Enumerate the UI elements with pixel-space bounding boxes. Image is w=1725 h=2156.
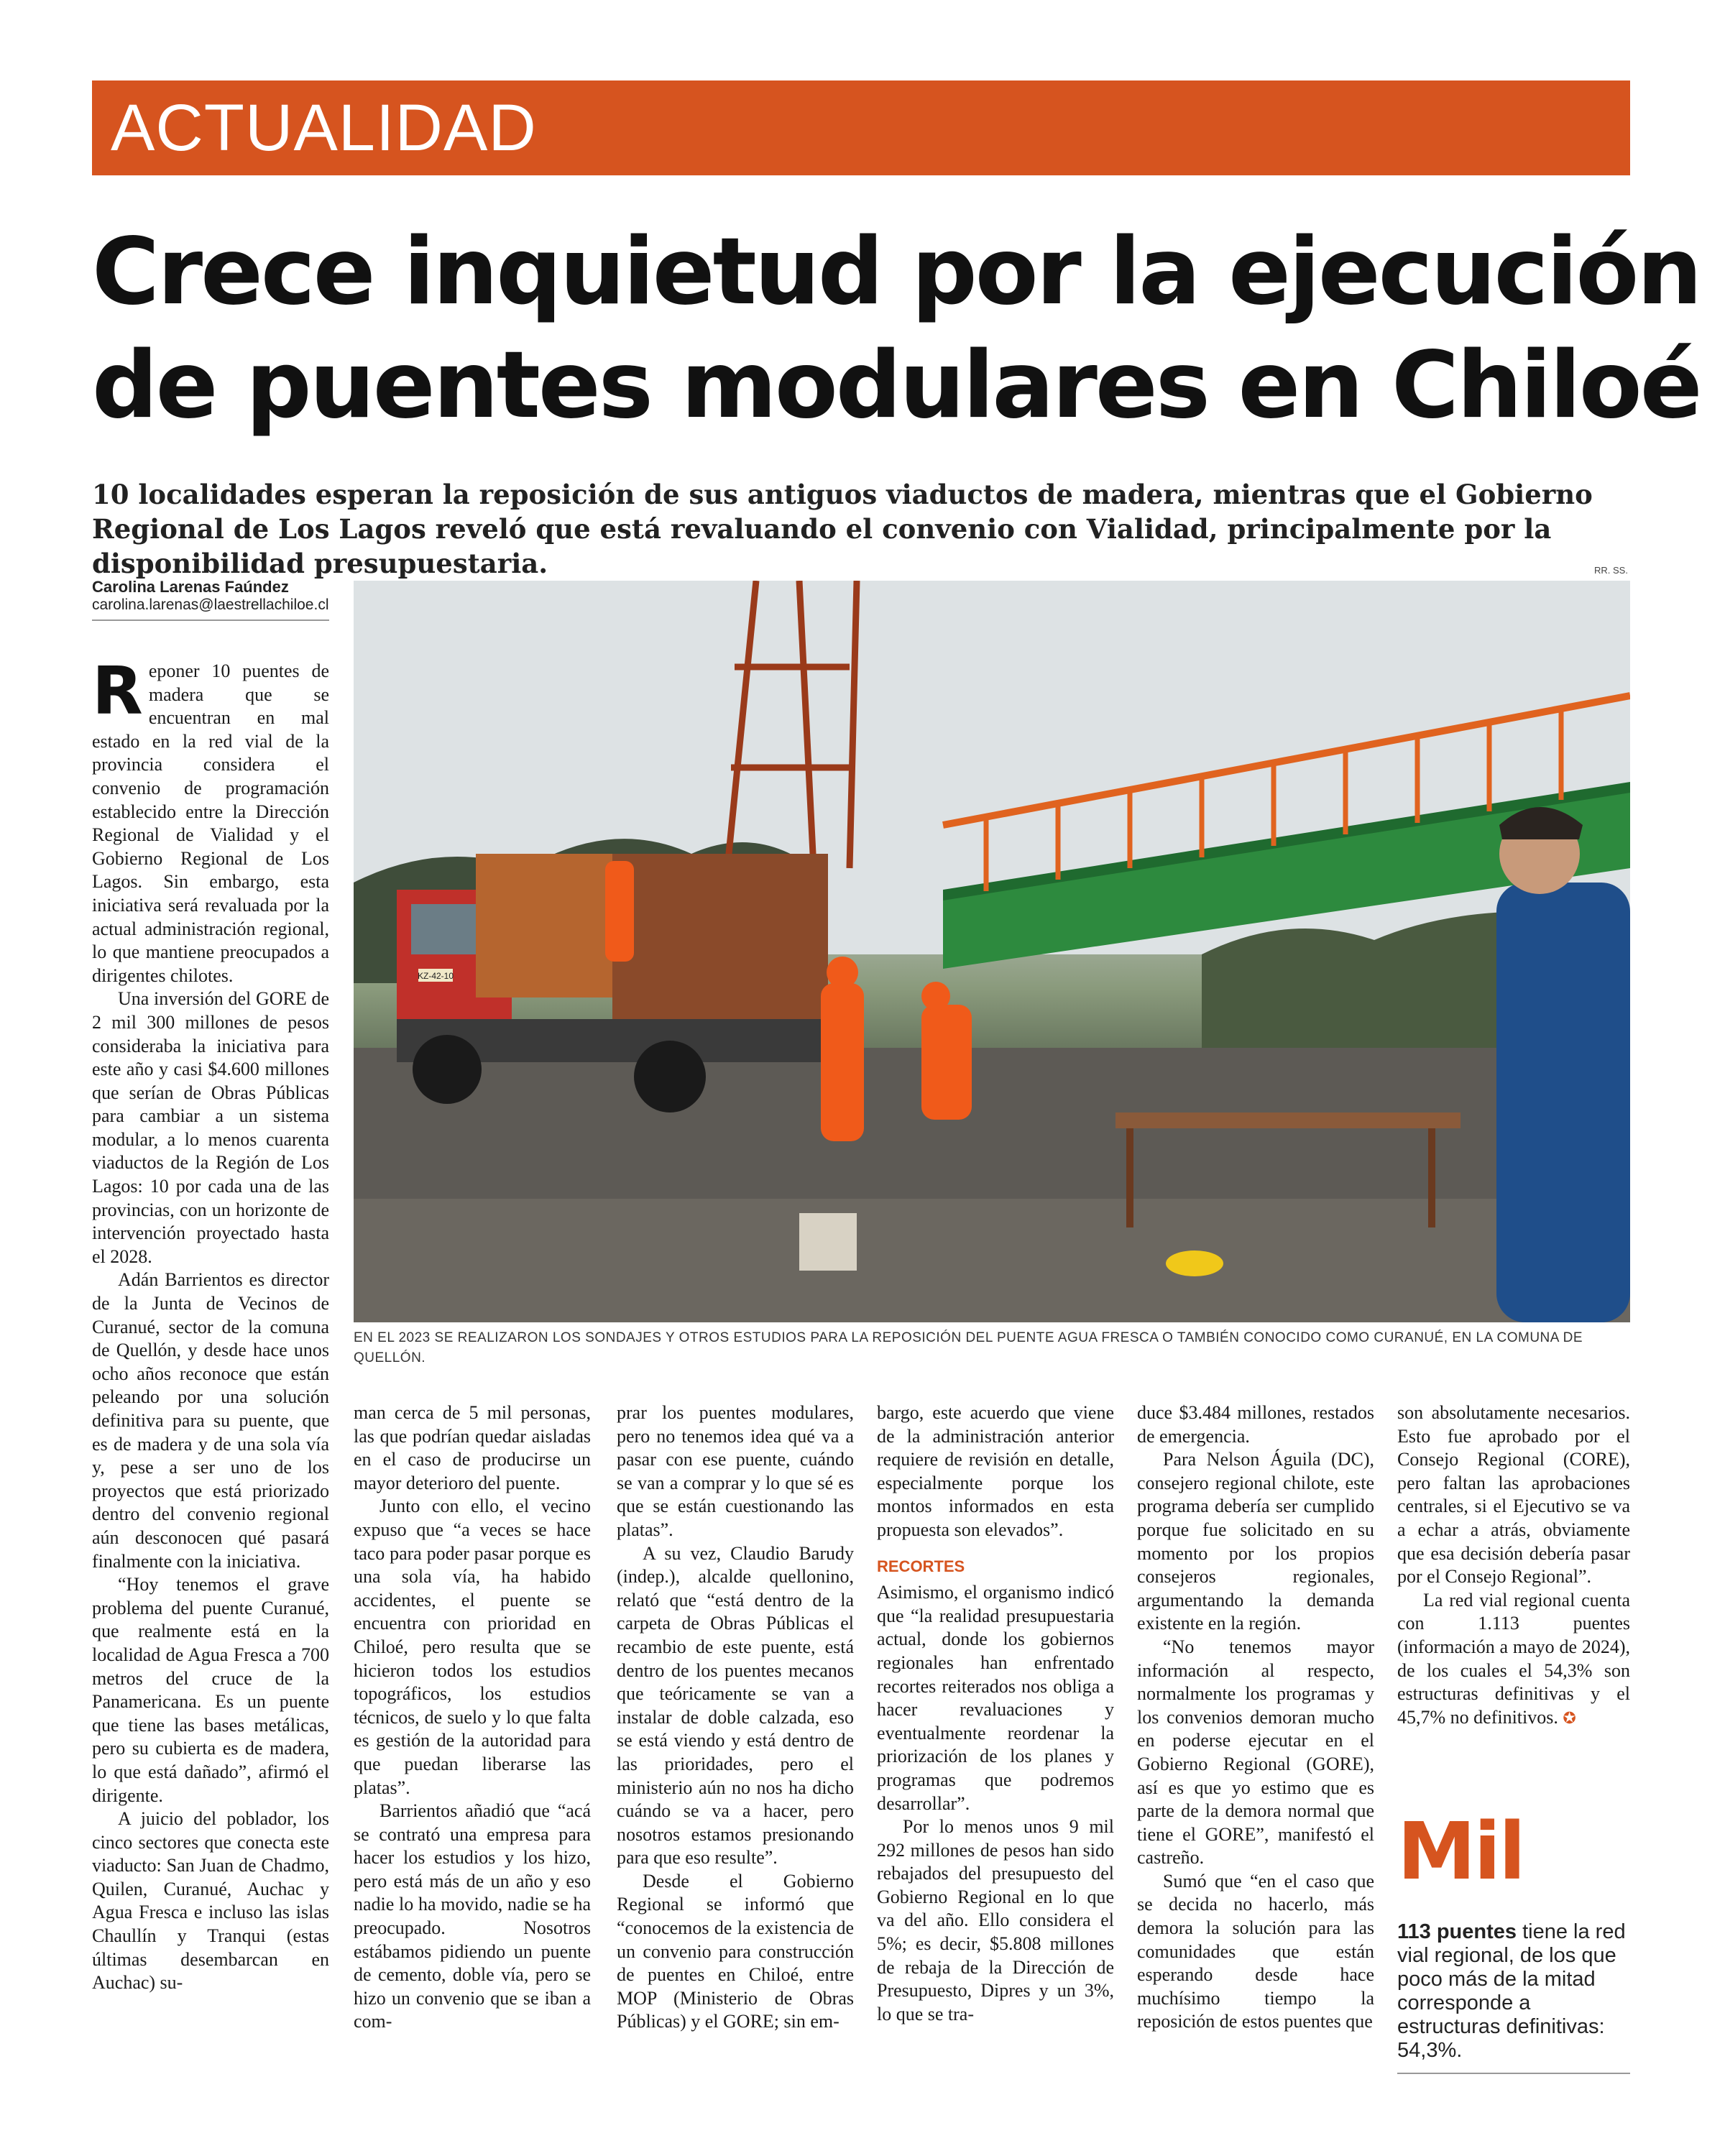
man-blue-jacket [1496, 883, 1630, 1322]
subhead-recortes: RECORTES [877, 1557, 965, 1575]
paragraph: Sumó que “en el caso que se decida no hacerlo, más demora la solución para las comunidades que están esperando desde hace muchísimo tiempo la reposición de estos puentes que [1137, 1870, 1374, 2032]
fact-box [1397, 1805, 1630, 2074]
paragraph: bargo, este acuerdo que viene de la administración anterior requiere de revisión en detalle, especialmente porque los montos informados en esta propuesta son elevados”. [877, 1402, 1114, 1540]
truck-wheel-rear [634, 1041, 706, 1112]
yellow-hose [1166, 1250, 1223, 1276]
news-photo [354, 581, 1630, 1322]
paragraph: A juicio del poblador, los cinco sectores que conecta este viaducto: San Juan de Chadmo, Quilen, Curanué, Auchac y Agua Fresca e incluso las islas Chaullín y Tranqui (estas últimas desembarcan en Auchac) su- [92, 1808, 329, 1994]
truck-wheel-front [413, 1035, 482, 1104]
photo-illustration [354, 581, 1630, 1322]
paragraph: Para Nelson Águila (DC), consejero regional chilote, este programa debería ser cumplido porque fue solicitado en su momento por los propios consejeros regionales, argumentando la demanda existente en la región. [1137, 1449, 1374, 1634]
drill-machinery [612, 854, 828, 1041]
headline-line-1: Crece inquietud por la ejecución [92, 218, 1701, 326]
byline [92, 578, 329, 621]
end-mark-icon: ✪ [1563, 1708, 1576, 1727]
article-column-4 [877, 1401, 1114, 2026]
article-column-2 [354, 1401, 591, 2034]
paragraph: Barrientos añadió que “acá se contrató una empresa para hacer los estudios y los hizo, pero está más de un año y eso nadie lo ha movido, nadie se ha preocupado. Nosotros estábamos pidiendo un puente de cemento, doble vía, pero se hizo un convenio que se iban a com- [354, 1800, 591, 2032]
paragraph: Asimismo, el organismo indicó que “la realidad presupuestaria actual, donde los gobiernos regionales han enfrentado recortes reiterados nos obliga a hacer revaluaciones y eventualmente reordenar la priorización de los planes y programas que podremos desarrollar”. [877, 1582, 1114, 1814]
paragraph: Junto con ello, el vecino expuso que “a veces se hace taco para poder pasar porque es una sola vía, ha habido accidentes, el puente se encuentra con prioridad en Chiloé, pero resulta que se hicieron todos los estudios topográficos, los estudios técnicos, de suelo y lo que falta es gestión de la autoridad para que puedan liberarse las platas”. [354, 1496, 591, 1798]
fact-body: tiene la red vial regional, de los que poco más de la mitad corresponde a estructuras definitivas: 54,3%. [1397, 1920, 1626, 2062]
section-banner [92, 80, 1630, 175]
article-column-5 [1137, 1401, 1374, 2034]
paragraph: “No tenemos mayor información al respecto, normalmente los programas y los convenios demoran mucho en poderse ejecutar en el Gobierno Regional (GORE), así es que yo estimo que es parte de la demora normal que tiene el GORE”, manifestó el castreño. [1137, 1636, 1374, 1869]
headline-line-2: de puentes modulares en Chiloé [92, 332, 1701, 439]
bucket [799, 1213, 857, 1271]
paragraph: prar los puentes modulares, pero no tenemos idea qué va a pasar con ese puente, cuándo se van a comprar y lo que sé es que se están cuestionando las platas”. [617, 1402, 854, 1540]
article-column-6 [1397, 1401, 1630, 1730]
paragraph: A su vez, Claudio Barudy (indep.), alcalde quellonino, relató que “está dentro de la carpeta de Obras Públicas el recambio de este puente, está dentro de los puentes mecanos que teóricamente se van a instalar de doble calzada, eso se está viendo y está dentro de las prioridades, pero el ministerio aún no nos ha dicho cuándo se va a hacer, pero nosotros estamos presionando para que eso resulte”. [617, 1542, 854, 1869]
paragraph: Desde el Gobierno Regional se informó que “conocemos de la existencia de un convenio para construcción de puentes en Chiloé, entre MOP (Ministerio de Obras Públicas) y el GORE; sin em- [617, 1870, 854, 2032]
article-column-3 [617, 1401, 854, 2034]
ground-foreground [354, 1199, 1630, 1322]
lead-paragraph: 10 localidades esperan la reposición de sus antiguos viaductos de madera, mientras que el Gobierno Regional de Los Lagos reveló que está revaluando el convenio con Vialidad, principalmente por la disponibilidad presupuestaria. [92, 479, 1593, 579]
author-name: Carolina Larenas Faúndez [92, 578, 289, 596]
paragraph: Adán Barrientos es director de la Junta de Vecinos de Curanué, sector de la comuna de Quellón, y desde hace unos ocho años reconoce que están peleando por una solución definitiva para su puente, que es de madera y de una sola vía y, pese a ser uno de los proyectos que está priorizado dentro del convenio regional aún desconocen qué pasará finalmente con la iniciativa. [92, 1269, 329, 1572]
paragraph: Una inversión del GORE de 2 mil 300 millones de pesos consideraba la iniciativa para este año y casi $4.600 millones que serían de Obras Públicas para cambiar a un sistema modular, a lo menos cuarenta viaductos de la Región de Los Lagos: 10 por cada una de las provincias, con un horizonte de intervención proyectado hasta el 2028. [92, 988, 329, 1267]
paragraph: “Hoy tenemos el grave problema del puente Curanué, que realmente está en la localidad de Agua Fresca a 700 metros del cruce de la Panamericana. Es un puente que tiene las bases metálicas, pero su cubierta es de madera, lo que está dañado”, afirmó el dirigente. [92, 1574, 329, 1806]
paragraph: man cerca de 5 mil personas, las que podrían quedar aisladas en el caso de producirse un mayor deterioro del puente. [354, 1402, 591, 1493]
photo-credit: RR. SS. [1594, 565, 1628, 576]
drop-cap: R [92, 653, 143, 729]
work-bench [1116, 1112, 1460, 1128]
fact-bold: 113 puentes [1397, 1920, 1517, 1943]
headline [92, 216, 1701, 443]
section-label: ACTUALIDAD [111, 91, 537, 165]
paragraph: son absolutamente necesarios. Esto fue aprobado por el Consejo Regional (CORE), pero faltan las aprobaciones centrales, si el Ejecutivo se va a echar a atrás, obviamente que esa decisión debería pasar por el Consejo Regional”. [1397, 1402, 1630, 1588]
paragraph-text: eponer 10 puentes de madera que se encuentran en mal estado en la red vial de la provincia considera el convenio de programación establecido entre la Dirección Regional de Vialidad y el Gobierno Regional de Los Lagos. Sin embargo, esta iniciativa será revaluada por la actual administración regional, lo que mantiene preocupados a dirigentes chilotes. [92, 660, 329, 986]
paragraph: duce $3.484 millones, restados de emergencia. [1137, 1402, 1374, 1447]
truck-plate-text: KZ-42-10 [417, 971, 454, 981]
paragraph [1397, 1589, 1630, 1731]
author-email: carolina.larenas@laestrellachiloe.cl [92, 596, 329, 613]
photo-caption: EN EL 2023 SE REALIZARON LOS SONDAJES Y OTROS ESTUDIOS PARA LA REPOSICIÓN DEL PUENTE AGUA FRESCA O TAMBIÉN CONOCIDO COMO CURANUÉ, EN LA COMUNA DE QUELLÓN. [354, 1330, 1583, 1365]
paragraph: Por lo menos unos 9 mil 292 millones de pesos han sido rebajados del presupuesto del Gobierno Regional en lo que va del año. Ello considera el 5%; es decir, $5.808 millones de rebaja de la Dirección de Presupuesto, Dipres y un 3%, lo que se tra- [877, 1816, 1114, 2024]
paragraph-text: La red vial regional cuenta con 1.113 puentes (información a mayo de 2024), de los cuales el 54,3% son estructuras definitivas y el 45,7% no definitivos. [1397, 1589, 1630, 1728]
fact-number: Mil [1397, 1805, 1524, 1897]
fact-text [1397, 1920, 1630, 2074]
article-column-1 [92, 653, 329, 1995]
paragraph [92, 653, 329, 987]
truck-cargo-box [476, 854, 612, 998]
